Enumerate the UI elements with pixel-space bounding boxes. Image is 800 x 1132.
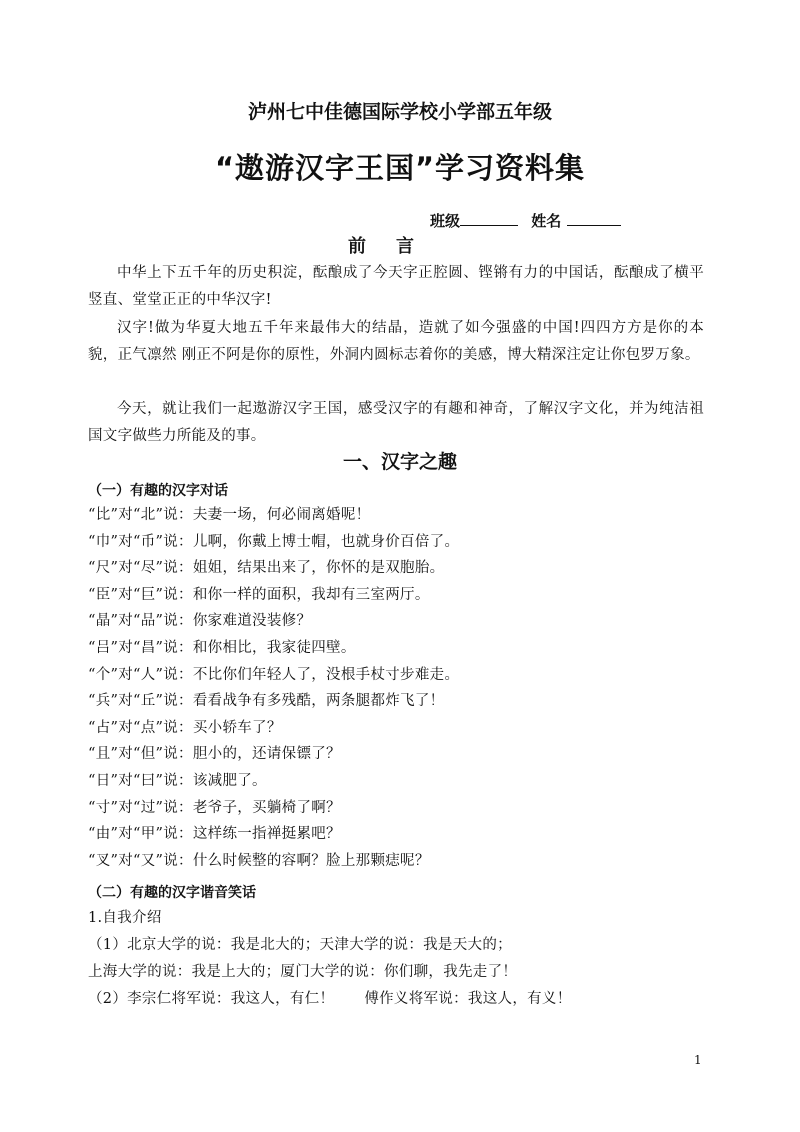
preface-paragraph: 今天，就让我们一起遨游汉字王国，感受汉字的有趣和神奇，了解汉字文化，并为纯洁祖国文字做些力所能及的事。 <box>88 401 704 444</box>
dialogue-line: “个”对“人”说：不比你们年轻人了，没根手杖寸步难走。 <box>88 666 460 683</box>
dialogue-line: “臣”对“巨”说：和你一样的面积，我却有三室两厅。 <box>88 586 430 603</box>
name-blank[interactable] <box>567 211 621 226</box>
dialogue-line: “晶”对“品”说：你家难道没装修？ <box>88 613 312 630</box>
dialogue-line: “兵”对“丘”说：看看战争有多残酷，两条腿都炸飞了！ <box>88 693 445 710</box>
joke-line <box>88 987 572 1008</box>
class-label: 班级 <box>430 212 461 230</box>
dialogue-list <box>88 502 728 874</box>
dialogue-line: “叉”对“又”说：什么时候整的容啊？脸上那颗痣呢？ <box>88 852 430 869</box>
page-number: 1 <box>694 1053 702 1067</box>
dialogue-line: “且”对“但”说：胆小的，还请保镖了？ <box>88 746 341 763</box>
preface-heading: 前言 <box>348 236 444 257</box>
dialogue-line: “尺”对“尽”说：姐姐，结果出来了，你怀的是双胞胎。 <box>88 560 445 577</box>
student-info-fields <box>430 210 621 231</box>
dialogue-line: “巾”对“币”说：儿啊，你戴上博士帽，也就身价百倍了。 <box>88 533 460 550</box>
dialogue-line: “占”对“点”说：买小轿车了？ <box>88 719 282 736</box>
subsection-heading: （二）有趣的汉字谐音笑话 <box>88 885 256 901</box>
subsection-heading: （一）有趣的汉字对话 <box>88 483 228 499</box>
preface-paragraph: 汉字!做为华夏大地五千年来最伟大的结晶，造就了如今强盛的中国!四四方方是你的本貌，正气凛然 刚正不阿是你的原性，外洞内圆标志着你的美感，博大精深注定让你包罗万象。 <box>88 320 704 363</box>
joke-part: （2）李宗仁将军说：我这人，有仁！ <box>88 991 335 1007</box>
name-label: 姓名 <box>531 212 562 230</box>
dialogue-line: “比”对“北”说：夫妻一场，何必闹离婚呢！ <box>88 507 371 523</box>
dialogue-line: “日”对“曰”说：该减肥了。 <box>88 772 267 789</box>
preface-paragraph: 中华上下五千年的历史积淀，酝酿成了今天字正腔圆、铿锵有力的中国话，酝酿成了横平竖直、堂堂正正的中华汉字! <box>88 265 704 308</box>
section-heading: 一、汉字之趣 <box>342 451 457 473</box>
joke-part: 傅作义将军说：我这人，有义！ <box>364 991 572 1007</box>
joke-line: 上海大学的说：我是上大的；厦门大学的说：你们聊，我先走了！ <box>88 964 518 980</box>
dialogue-line: “由”对“甲”说：这样练一指禅挺累吧？ <box>88 826 341 843</box>
dialogue-line: “吕”对“昌”说：和你相比，我家徒四壁。 <box>88 639 356 656</box>
dialogue-line: “寸”对“过”说：老爷子，买躺椅了啊？ <box>88 799 341 816</box>
class-blank[interactable] <box>460 211 518 226</box>
item-title: 1.自我介绍 <box>88 910 162 926</box>
joke-line: （1）北京大学的说：我是北大的；天津大学的说：我是天大的； <box>88 937 512 953</box>
document-title: “遨游汉字王国”学习资料集 <box>214 151 586 185</box>
school-heading: 泸州七中佳德国际学校小学部五年级 <box>247 101 552 123</box>
